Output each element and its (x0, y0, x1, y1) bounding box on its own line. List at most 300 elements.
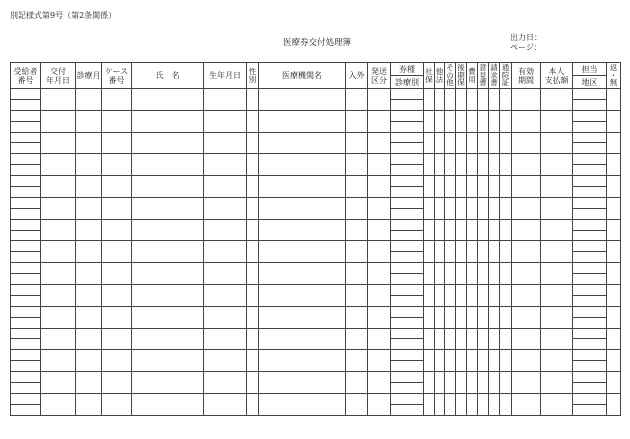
table-cell (41, 154, 76, 176)
ledger-table (10, 62, 621, 416)
table-cell (76, 263, 102, 285)
table-cell (368, 328, 391, 350)
table-cell (512, 241, 541, 263)
table-cell (424, 241, 435, 263)
table-cell (368, 176, 391, 198)
table-cell (204, 285, 247, 307)
table-cell (391, 361, 424, 372)
table-cell (573, 328, 607, 339)
table-cell (11, 230, 41, 241)
table-cell (573, 230, 607, 241)
table-cell (500, 263, 512, 285)
table-cell (102, 393, 132, 415)
table-cell (11, 383, 41, 394)
table-cell (11, 339, 41, 350)
table-row (11, 154, 621, 165)
table-cell (489, 89, 500, 111)
table-cell (391, 219, 424, 230)
table-cell (541, 241, 573, 263)
table-cell (500, 306, 512, 328)
table-cell (391, 197, 424, 208)
table-cell (607, 154, 621, 176)
table-cell (247, 393, 259, 415)
table-cell (204, 263, 247, 285)
other-law-header: 他法 (435, 63, 445, 89)
table-cell (132, 89, 204, 111)
table-cell (11, 252, 41, 263)
table-cell (259, 372, 346, 394)
table-cell (541, 372, 573, 394)
table-cell (132, 110, 204, 132)
table-cell (541, 219, 573, 241)
table-cell (478, 176, 489, 198)
table-header (11, 63, 621, 89)
table-cell (467, 219, 478, 241)
table-cell (76, 132, 102, 154)
table-cell (204, 132, 247, 154)
table-cell (204, 328, 247, 350)
table-cell (11, 121, 41, 132)
table-cell (489, 285, 500, 307)
case-number-header: ケース 番号 (102, 63, 132, 89)
table-cell (607, 350, 621, 372)
table-cell (204, 241, 247, 263)
table-cell (41, 110, 76, 132)
table-cell (573, 208, 607, 219)
table-cell (11, 219, 41, 230)
table-cell (445, 132, 456, 154)
table-cell (247, 176, 259, 198)
sex-header: 性別 (247, 63, 259, 89)
table-cell (204, 89, 247, 111)
table-cell (489, 197, 500, 219)
table-cell (435, 132, 445, 154)
table-cell (607, 306, 621, 328)
table-cell (478, 110, 489, 132)
table-cell (11, 295, 41, 306)
table-cell (456, 372, 467, 394)
table-row (11, 89, 621, 100)
table-cell (132, 197, 204, 219)
table-cell (445, 110, 456, 132)
table-cell (391, 176, 424, 187)
table-cell (435, 285, 445, 307)
table-cell (512, 328, 541, 350)
table-row (11, 285, 621, 296)
table-cell (76, 154, 102, 176)
table-cell (204, 350, 247, 372)
table-cell (512, 372, 541, 394)
table-cell (445, 350, 456, 372)
table-row (11, 372, 621, 383)
table-cell (41, 263, 76, 285)
table-cell (132, 372, 204, 394)
table-cell (456, 306, 467, 328)
table-cell (467, 285, 478, 307)
table-cell (489, 154, 500, 176)
opinion-letter-header: 意見書 (479, 62, 487, 88)
table-cell (500, 285, 512, 307)
table-cell (76, 219, 102, 241)
table-cell (573, 317, 607, 328)
social-insurance-header: 社保 (424, 63, 435, 89)
table-cell (132, 219, 204, 241)
table-cell (247, 154, 259, 176)
table-cell (478, 241, 489, 263)
table-cell (346, 306, 368, 328)
invoice-header: 請求書 (490, 62, 498, 88)
table-cell (391, 317, 424, 328)
table-cell (467, 328, 478, 350)
table-cell (489, 372, 500, 394)
table-cell (489, 132, 500, 154)
table-row (11, 241, 621, 252)
table-cell (467, 197, 478, 219)
table-cell (346, 241, 368, 263)
table-cell (76, 241, 102, 263)
table-cell (259, 176, 346, 198)
table-cell (391, 274, 424, 285)
table-cell (391, 110, 424, 121)
table-cell (607, 219, 621, 241)
table-cell (489, 263, 500, 285)
table-cell (512, 219, 541, 241)
table-cell (11, 263, 41, 274)
table-cell (391, 99, 424, 110)
page-number-label: ページ： (510, 43, 542, 52)
table-cell (512, 154, 541, 176)
table-cell (11, 132, 41, 143)
table-cell (456, 176, 467, 198)
table-cell (132, 393, 204, 415)
table-cell (541, 89, 573, 111)
table-cell (368, 393, 391, 415)
table-cell (607, 285, 621, 307)
table-cell (435, 350, 445, 372)
table-cell (500, 219, 512, 241)
table-cell (500, 89, 512, 111)
table-cell (391, 143, 424, 154)
table-cell (11, 306, 41, 317)
table-cell (424, 110, 435, 132)
table-cell (424, 328, 435, 350)
table-cell (489, 110, 500, 132)
table-cell (368, 285, 391, 307)
table-cell (467, 132, 478, 154)
table-cell (445, 154, 456, 176)
table-cell (391, 383, 424, 394)
table-cell (573, 252, 607, 263)
table-cell (573, 263, 607, 274)
table-cell (76, 197, 102, 219)
table-cell (435, 306, 445, 328)
table-cell (424, 350, 435, 372)
table-cell (445, 372, 456, 394)
table-cell (424, 372, 435, 394)
table-cell (346, 393, 368, 415)
table-cell (132, 241, 204, 263)
table-cell (11, 165, 41, 176)
table-cell (76, 393, 102, 415)
table-cell (41, 328, 76, 350)
table-cell (346, 219, 368, 241)
table-cell (435, 176, 445, 198)
table-cell (489, 328, 500, 350)
table-cell (478, 372, 489, 394)
table-cell (573, 89, 607, 100)
table-cell (573, 361, 607, 372)
table-cell (573, 241, 607, 252)
table-cell (456, 241, 467, 263)
table-cell (102, 176, 132, 198)
table-cell (41, 89, 76, 111)
table-cell (467, 263, 478, 285)
table-cell (489, 241, 500, 263)
table-cell (41, 241, 76, 263)
table-cell (204, 176, 247, 198)
table-cell (41, 176, 76, 198)
table-cell (247, 263, 259, 285)
table-cell (500, 110, 512, 132)
table-cell (478, 350, 489, 372)
expense-header: 費用 (467, 63, 478, 89)
table-cell (456, 197, 467, 219)
table-cell (607, 393, 621, 415)
table-cell (500, 132, 512, 154)
table-cell (132, 132, 204, 154)
table-cell (102, 263, 132, 285)
table-cell (573, 99, 607, 110)
table-cell (512, 176, 541, 198)
return-void-header: 返・無 (607, 63, 621, 89)
table-cell (132, 328, 204, 350)
table-cell (512, 132, 541, 154)
table-cell (500, 154, 512, 176)
table-cell (11, 143, 41, 154)
table-cell (368, 110, 391, 132)
table-cell (346, 110, 368, 132)
table-cell (391, 187, 424, 198)
table-cell (259, 285, 346, 307)
table-cell (132, 350, 204, 372)
table-cell (607, 89, 621, 111)
table-cell (573, 197, 607, 208)
table-cell (445, 328, 456, 350)
table-cell (573, 274, 607, 285)
table-cell (456, 393, 467, 415)
table-cell (11, 404, 41, 415)
table-cell (478, 132, 489, 154)
table-cell (41, 219, 76, 241)
table-cell (11, 187, 41, 198)
table-cell (391, 252, 424, 263)
table-cell (132, 306, 204, 328)
table-cell (424, 154, 435, 176)
table-cell (478, 219, 489, 241)
table-cell (500, 372, 512, 394)
table-cell (573, 154, 607, 165)
table-cell (478, 285, 489, 307)
table-cell (41, 372, 76, 394)
table-cell (391, 404, 424, 415)
table-cell (391, 285, 424, 296)
table-cell (573, 285, 607, 296)
table-cell (445, 197, 456, 219)
table-row (11, 328, 621, 339)
table-cell (541, 132, 573, 154)
table-cell (346, 285, 368, 307)
table-cell (102, 350, 132, 372)
table-cell (467, 350, 478, 372)
table-row (11, 306, 621, 317)
table-row (11, 219, 621, 230)
table-cell (541, 110, 573, 132)
table-cell (11, 274, 41, 285)
table-cell (573, 295, 607, 306)
table-cell (102, 306, 132, 328)
table-cell (41, 197, 76, 219)
table-cell (346, 154, 368, 176)
table-cell (478, 393, 489, 415)
table-cell (607, 372, 621, 394)
table-cell (76, 350, 102, 372)
table-cell (467, 89, 478, 111)
table-cell (435, 393, 445, 415)
table-cell (424, 263, 435, 285)
table-row (11, 350, 621, 361)
table-cell (512, 306, 541, 328)
table-cell (368, 197, 391, 219)
table-cell (41, 132, 76, 154)
table-cell (391, 328, 424, 339)
table-body (11, 89, 621, 416)
table-cell (102, 197, 132, 219)
table-cell (424, 219, 435, 241)
table-cell (391, 295, 424, 306)
table-cell (489, 176, 500, 198)
table-cell (424, 176, 435, 198)
recipient-number-header: 受給者 番号 (11, 63, 41, 89)
name-header: 氏 名 (132, 63, 204, 89)
table-row (11, 176, 621, 187)
table-cell (607, 197, 621, 219)
table-cell (76, 110, 102, 132)
table-cell (102, 219, 132, 241)
table-cell (391, 89, 424, 100)
table-cell (76, 328, 102, 350)
late-elderly-insurance-header: 後期保 (457, 62, 465, 88)
table-cell (41, 285, 76, 307)
treatment-type-header: 診療別 (391, 76, 424, 89)
table-cell (247, 132, 259, 154)
table-cell (368, 372, 391, 394)
table-cell (500, 328, 512, 350)
table-cell (391, 263, 424, 274)
table-cell (247, 350, 259, 372)
table-cell (102, 110, 132, 132)
table-cell (607, 176, 621, 198)
table-cell (41, 306, 76, 328)
table-cell (445, 219, 456, 241)
table-cell (512, 393, 541, 415)
table-cell (247, 110, 259, 132)
table-cell (478, 263, 489, 285)
table-cell (512, 285, 541, 307)
table-cell (204, 372, 247, 394)
table-cell (259, 132, 346, 154)
table-cell (247, 372, 259, 394)
table-cell (456, 350, 467, 372)
table-cell (346, 328, 368, 350)
table-cell (102, 154, 132, 176)
table-cell (478, 197, 489, 219)
table-cell (573, 383, 607, 394)
table-cell (204, 219, 247, 241)
table-cell (489, 350, 500, 372)
table-cell (424, 89, 435, 111)
table-cell (573, 372, 607, 383)
table-cell (445, 285, 456, 307)
table-cell (573, 121, 607, 132)
other-header: その他 (446, 62, 454, 88)
table-cell (607, 110, 621, 132)
table-cell (573, 165, 607, 176)
treatment-month-header: 診療月 (76, 63, 102, 89)
table-cell (512, 263, 541, 285)
table-row (11, 263, 621, 274)
table-cell (247, 197, 259, 219)
table-cell (478, 154, 489, 176)
table-cell (435, 328, 445, 350)
table-cell (467, 241, 478, 263)
table-cell (607, 328, 621, 350)
table-cell (259, 263, 346, 285)
table-cell (573, 404, 607, 415)
table-cell (500, 350, 512, 372)
table-cell (11, 328, 41, 339)
table-cell (573, 350, 607, 361)
table-cell (76, 285, 102, 307)
table-cell (41, 350, 76, 372)
table-cell (102, 285, 132, 307)
table-cell (102, 328, 132, 350)
table-cell (132, 263, 204, 285)
issue-date-header: 交付 年月日 (41, 63, 76, 89)
table-cell (512, 110, 541, 132)
table-cell (346, 372, 368, 394)
table-cell (435, 372, 445, 394)
table-cell (368, 89, 391, 111)
valid-period-header: 有効 期間 (512, 63, 541, 89)
table-cell (467, 110, 478, 132)
table-cell (391, 372, 424, 383)
table-cell (424, 197, 435, 219)
table-cell (76, 372, 102, 394)
table-cell (204, 154, 247, 176)
table-cell (346, 197, 368, 219)
table-cell (391, 121, 424, 132)
table-cell (11, 208, 41, 219)
table-cell (512, 89, 541, 111)
table-cell (541, 285, 573, 307)
table-cell (346, 132, 368, 154)
table-cell (467, 306, 478, 328)
table-cell (76, 89, 102, 111)
table-cell (500, 176, 512, 198)
table-cell (456, 263, 467, 285)
table-cell (11, 89, 41, 100)
table-cell (445, 89, 456, 111)
